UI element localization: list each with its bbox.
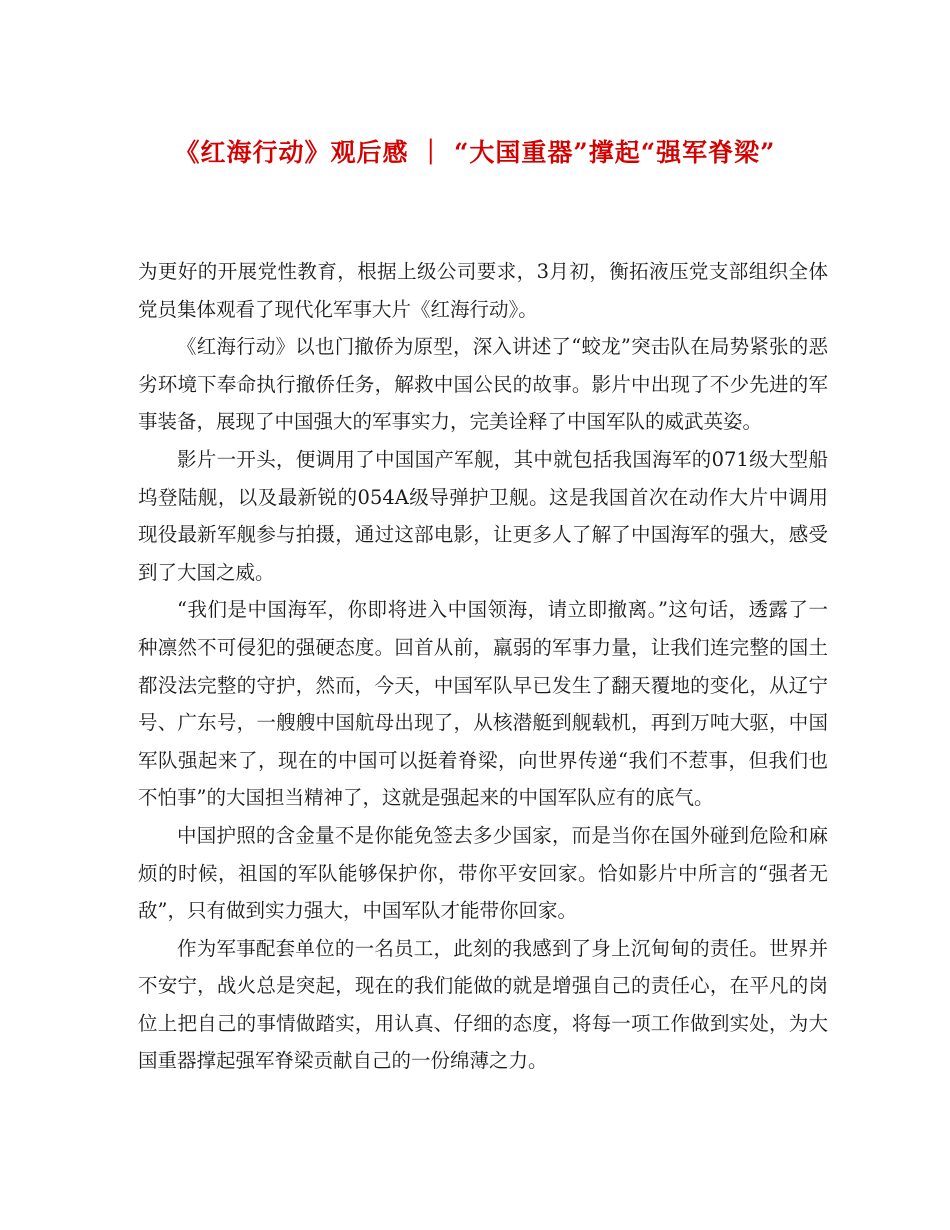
document-body [138,253,828,1080]
paragraph-intro: 为更好的开展党性教育，根据上级公司要求，3月初，衡拓液压党支部组织全体党员集体观看了现代化军事大片《红海行动》。 [138,260,828,321]
document-title: 《红海行动》观后感 ｜ “大国重器”撑起“强军脊梁” [174,138,776,167]
paragraph-warships: 影片一开头，便调用了中国国产军舰，其中就包括我国海军的071级大型船坞登陆舰，以及最新锐的054A级导弹护卫舰。这是我国首次在动作大片中调用现役最新军舰参与拍摄，通过这部电影，让更多人了解了中国海军的强大，感受到了大国之威。 [138,447,828,584]
paragraph-responsibility: 作为军事配套单位的一名员工，此刻的我感到了身上沉甸甸的责任。世界并不安宁，战火总是突起，现在的我们能做的就是增强自己的责任心，在平凡的岗位上把自己的事情做踏实，用认真、仔细的态度，将每一项工作做到实处，为大国重器撑起强军脊梁贡献自己的一份绵薄之力。 [138,936,828,1073]
paragraph-passport: 中国护照的含金量不是你能免签去多少国家，而是当你在国外碰到危险和麻烦的时候，祖国的军队能够保护你，带你平安回家。恰如影片中所言的“强者无敌”，只有做到实力强大，中国军队才能带你回家。 [138,823,828,923]
paragraph-navy-quote: “我们是中国海军，你即将进入中国领海，请立即撤离。”这句话，透露了一种凛然不可侵犯的强硬态度。回首从前，羸弱的军事力量，让我们连完整的国土都没法完整的守护，然而，今天，中国军队早已发生了翻天覆地的变化，从辽宁号、广东号，一艘艘中国航母出现了，从核潜艇到舰载机，再到万吨大驱，中国军队强起来了，现在的中国可以挺着脊梁，向世界传递“我们不惹事，但我们也不怕事”的大国担当精神了，这就是强起来的中国军队应有的底气。 [138,598,828,810]
paragraph-film-summary: 《红海行动》以也门撤侨为原型，深入讲述了“蛟龙”突击队在局势紧张的恶劣环境下奉命执行撤侨任务，解救中国公民的故事。影片中出现了不少先进的军事装备，展现了中国强大的军事实力，完美诠释了中国军队的威武英姿。 [138,335,828,434]
